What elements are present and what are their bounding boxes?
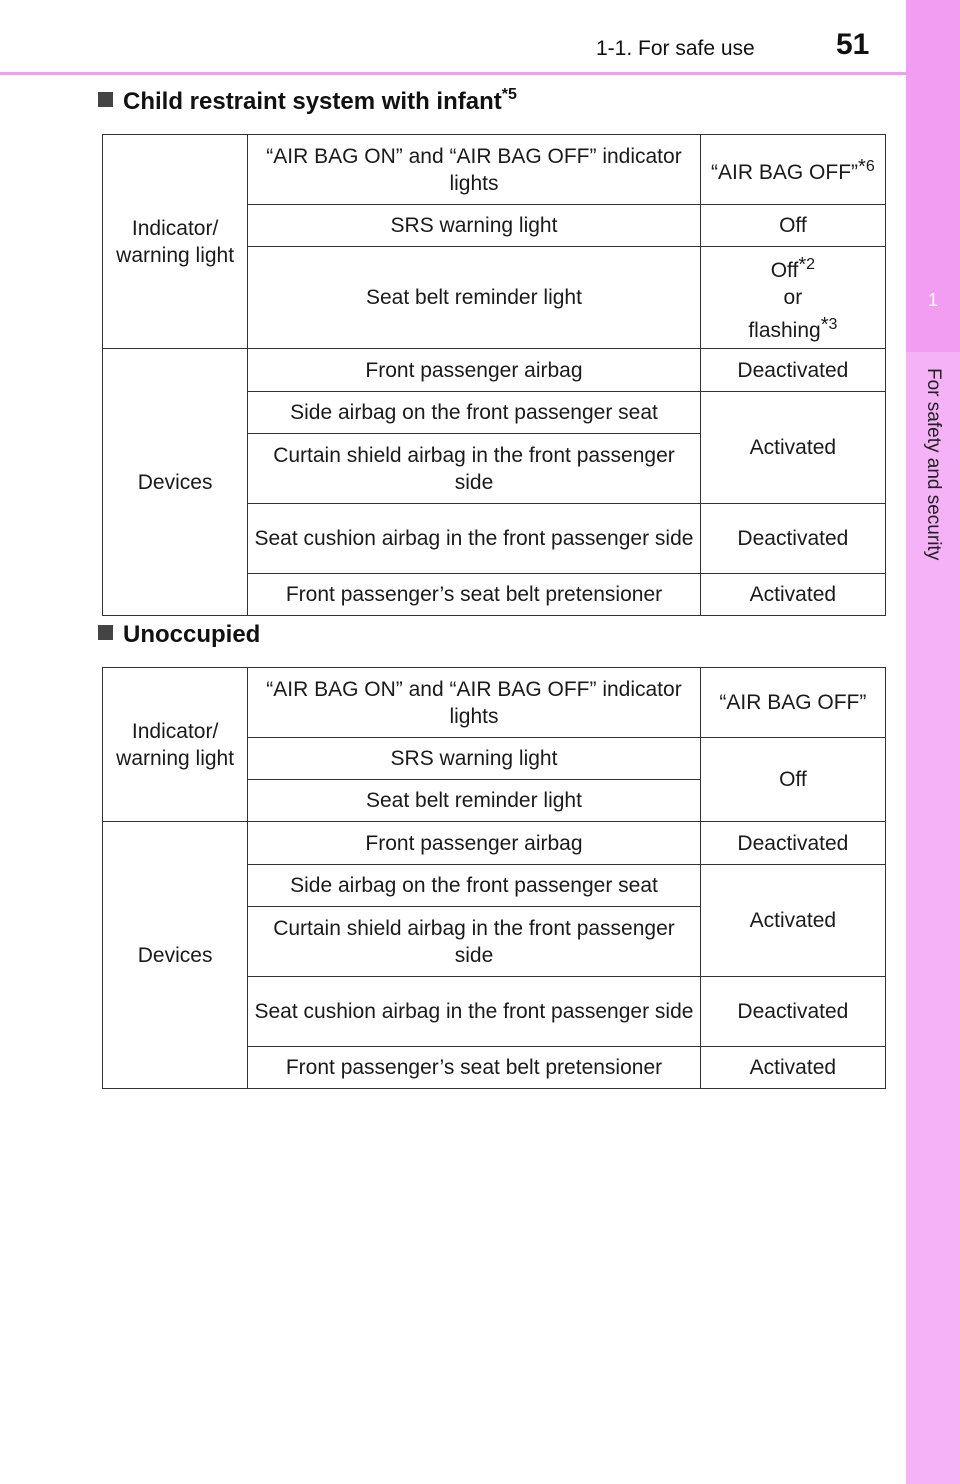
infant-status-table: [102, 134, 886, 616]
airbag-lights-value: “AIR BAG OFF”: [700, 668, 885, 738]
seatbelt-item: Seat belt reminder light: [248, 780, 701, 822]
page-number: 51: [836, 28, 870, 61]
cushion-item: Seat cushion airbag in the front passenger side: [248, 977, 701, 1047]
seatbelt-item: Seat belt reminder light: [248, 247, 701, 349]
chapter-thumb-tab: [906, 0, 960, 1484]
heading-unoccupied-text: Unoccupied: [123, 621, 261, 648]
seatbelt-value: [700, 247, 885, 349]
side-curtain-value: Activated: [700, 392, 885, 504]
airbag-lights-item: “AIR BAG ON” and “AIR BAG OFF” indicator lights: [248, 135, 701, 205]
seatbelt-note-a: 2: [806, 256, 816, 273]
section-title: 1-1. For safe use: [596, 37, 755, 60]
side-airbag-item: Side airbag on the front passenger seat: [248, 392, 701, 434]
seatbelt-value-a: Off: [770, 259, 799, 282]
devices-label-cell: Devices: [103, 822, 248, 1089]
chapter-number-box: [906, 0, 960, 352]
note-star-icon: *: [820, 314, 829, 336]
srs-value: Off: [700, 205, 885, 247]
front-airbag-item: Front passenger airbag: [248, 349, 701, 392]
front-airbag-item: Front passenger airbag: [248, 822, 701, 865]
front-airbag-value: Deactivated: [700, 349, 885, 392]
seatbelt-or: or: [783, 286, 803, 309]
pretensioner-item: Front passenger’s seat belt pretensioner: [248, 1047, 701, 1089]
seatbelt-note-b: 3: [828, 316, 838, 333]
cushion-item: Seat cushion airbag in the front passenger side: [248, 504, 701, 574]
chapter-number: 1: [927, 290, 938, 310]
curtain-item: Curtain shield airbag in the front passenger side: [248, 434, 701, 504]
note-star-icon: *: [798, 254, 807, 276]
side-airbag-item: Side airbag on the front passenger seat: [248, 865, 701, 907]
indicator-label-cell: Indicator/ warning light: [103, 668, 248, 822]
curtain-item: Curtain shield airbag in the front passenger side: [248, 907, 701, 977]
airbag-lights-item: “AIR BAG ON” and “AIR BAG OFF” indicator lights: [248, 668, 701, 738]
pretensioner-value: Activated: [700, 574, 885, 616]
airbag-lights-note: 6: [865, 158, 875, 175]
pretensioner-value: Activated: [700, 1047, 885, 1089]
heading-infant-text: Child restraint system with infant: [123, 88, 502, 115]
side-curtain-value: Activated: [700, 865, 885, 977]
header-rule: [0, 72, 906, 75]
cushion-value: Deactivated: [700, 504, 885, 574]
srs-seatbelt-value: Off: [700, 738, 885, 822]
cushion-value: Deactivated: [700, 977, 885, 1047]
airbag-lights-value-text: “AIR BAG OFF”: [711, 161, 859, 184]
airbag-lights-value: [700, 135, 885, 205]
note-star-icon: *: [858, 156, 866, 178]
devices-label-cell: Devices: [103, 349, 248, 616]
seatbelt-value-b: flashing: [748, 319, 821, 342]
chapter-title: For safety and security: [923, 368, 944, 561]
heading-infant-note: *5: [501, 86, 517, 103]
heading-bullet-icon: [98, 92, 113, 107]
srs-item: SRS warning light: [248, 738, 701, 780]
front-airbag-value: Deactivated: [700, 822, 885, 865]
unoccupied-status-table: [102, 667, 886, 1089]
heading-unoccupied: [98, 621, 260, 649]
heading-bullet-icon: [98, 625, 113, 640]
srs-item: SRS warning light: [248, 205, 701, 247]
indicator-label-cell: Indicator/ warning light: [103, 135, 248, 349]
pretensioner-item: Front passenger’s seat belt pretensioner: [248, 574, 701, 616]
heading-infant: [98, 86, 517, 116]
